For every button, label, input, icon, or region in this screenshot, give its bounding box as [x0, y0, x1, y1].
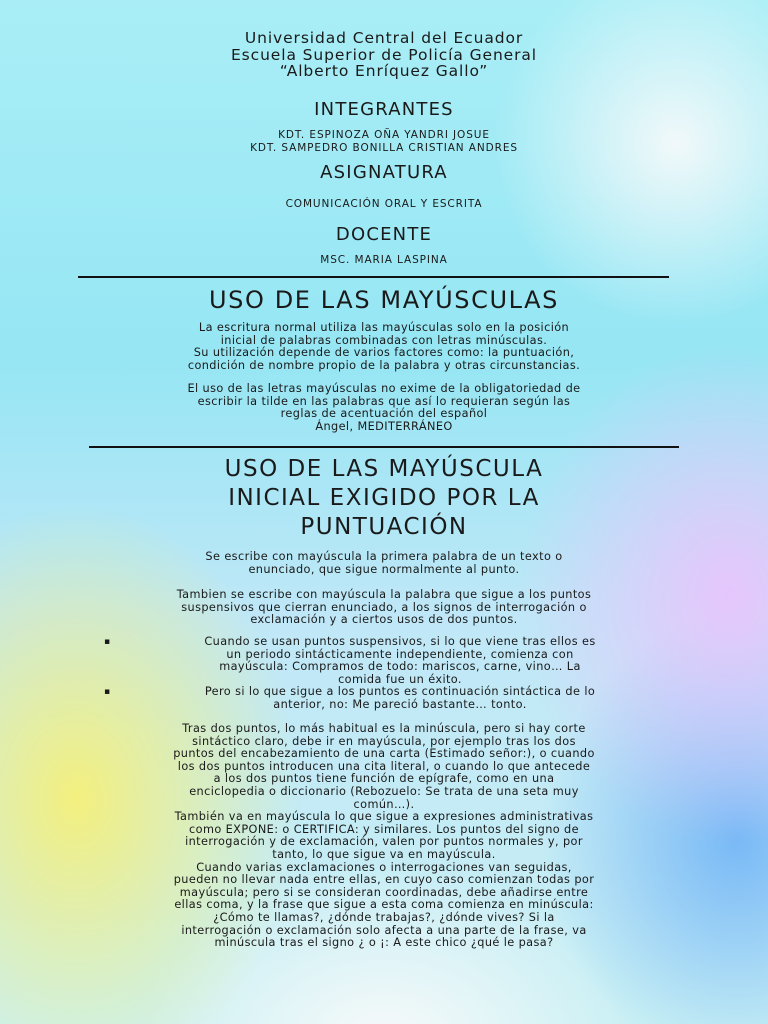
text-line: común…).: [353, 797, 415, 811]
divider-line: [78, 276, 669, 278]
member-name: KDT. ESPINOZA OÑA YANDRI JOSUE: [278, 129, 490, 141]
members-heading: INTEGRANTES: [314, 99, 454, 120]
text-line: inicial de palabras combinadas con letras minúsculas.: [220, 333, 548, 347]
text-line: Pero si lo que sigue a los puntos es continuación sintáctica de lo: [204, 685, 596, 698]
text-line: reglas de acentuación del español: [280, 407, 488, 421]
text-line: suspensivos que cierran enunciado, a los signos de interrogación o: [181, 600, 587, 614]
institution-header: [0, 30, 768, 80]
member-name: KDT. SAMPEDRO BONILLA CRISTIAN ANDRES: [250, 142, 518, 154]
text-line: La escritura normal utiliza las mayúsculas solo en la posición: [198, 321, 570, 334]
bullet-item: [100, 636, 700, 686]
text-line: Tambien se escribe con mayúscula la palabra que sigue a los puntos: [176, 588, 592, 601]
text-line: minúscula tras el signo ¿ o ¡: A este chico ¿qué le pasa?: [214, 936, 554, 950]
title-line: PUNTUACIÓN: [300, 514, 468, 540]
text-line: Se escribe con mayúscula la primera palabra de un texto o: [205, 550, 563, 563]
subject-value: COMUNICACIÓN ORAL Y ESCRITA: [285, 198, 483, 210]
title-line: INICIAL EXIGIDO POR LA: [228, 485, 540, 511]
school-patron-name: “Alberto Enríquez Gallo”: [279, 62, 489, 80]
section2-paragraph: [0, 723, 768, 950]
title-line: USO DE LAS MAYÚSCULA: [224, 456, 544, 482]
section-title: USO DE LAS MAYÚSCULAS: [208, 286, 560, 314]
text-line: Cuando se usan puntos suspensivos, si lo que viene tras ellos es: [204, 635, 596, 648]
text-line: mayúscula: Compramos de todo: mariscos, carne, vino… La: [219, 660, 581, 674]
divider-line: [89, 446, 679, 448]
text-line: interrogación o exclamación solo afecta a una parte de la frase, va: [181, 923, 587, 937]
bullet-icon: ▪: [104, 637, 111, 647]
text-line: ¿Cómo te llamas?, ¿dónde trabajas?, ¿dónde vives? Si la: [213, 910, 555, 924]
text-line: anterior, no: Me pareció bastante… tonto.: [273, 697, 527, 711]
school-name: Escuela Superior de Policía General: [230, 45, 537, 64]
bullet-item: [100, 686, 700, 711]
text-line: tanto, lo que sigue va en mayúscula.: [272, 847, 496, 861]
section-title: [0, 455, 768, 542]
university-name: Universidad Central del Ecuador: [244, 29, 524, 47]
section2-paragraph: [0, 589, 768, 627]
text-line: comida fue un éxito.: [338, 672, 462, 686]
text-line: un periodo sintácticamente independiente, comienza con: [226, 647, 574, 661]
text-line: Su utilización depende de varios factores como: la puntuación,: [193, 346, 575, 360]
text-line: Tras dos puntos, lo más habitual es la minúscula, pero si hay corte: [182, 722, 586, 735]
text-line: Cuando varias exclamaciones o interrogaciones van seguidas,: [196, 860, 572, 874]
text-line: El uso de las letras mayúsculas no exime de la obligatoriedad de: [187, 382, 581, 395]
teacher-heading: DOCENTE: [335, 224, 433, 245]
section1-paragraph: [0, 383, 768, 433]
subject-heading: ASIGNATURA: [320, 162, 448, 183]
text-line: enunciado, que sigue normalmente al punto.: [248, 562, 520, 576]
text-line: exclamación y a ciertos usos de dos puntos.: [250, 613, 518, 627]
text-line: interrogación y de exclamación, valen por puntos normales y, por: [185, 835, 583, 849]
text-line: condición de nombre propio de la palabra y otras circunstancias.: [187, 358, 581, 372]
text-line: mayúscula; pero si se consideran coordinadas, debe añadirse entre: [179, 885, 589, 899]
text-line: enciclopedia o diccionario (Rebozuelo: Se trata de una seta muy: [189, 784, 579, 798]
text-line: escribir la tilde en las palabras que así lo requieran según las: [197, 394, 571, 408]
text-line: Ángel, MEDITERRÁNEO: [315, 419, 453, 433]
text-line: También va en mayúscula lo que sigue a expresiones administrativas: [174, 810, 594, 824]
text-line: a los dos puntos tiene función de epígrafe, como en una: [213, 772, 555, 786]
section1-paragraph: [0, 322, 768, 372]
text-line: como EXPONE: o CERTIFICA: y similares. Los puntos del signo de: [189, 822, 579, 836]
text-line: los dos puntos introducen una cita literal, o cuando lo que antecede: [177, 759, 591, 773]
bullet-icon: ▪: [104, 687, 111, 697]
text-line: pueden no llevar nada entre ellas, en cuyo caso comienzan todas por: [173, 873, 595, 887]
text-line: puntos del encabezamiento de una carta (Estimado señor:), o cuando: [173, 747, 595, 761]
text-line: ellas coma, y la frase que sigue a esta coma comienza en minúscula:: [174, 898, 594, 912]
text-line: sintáctico claro, debe ir en mayúscula, por ejemplo tras los dos: [192, 734, 576, 748]
teacher-value: MSC. MARIA LASPINA: [320, 254, 448, 266]
section2-paragraph: [0, 551, 768, 576]
